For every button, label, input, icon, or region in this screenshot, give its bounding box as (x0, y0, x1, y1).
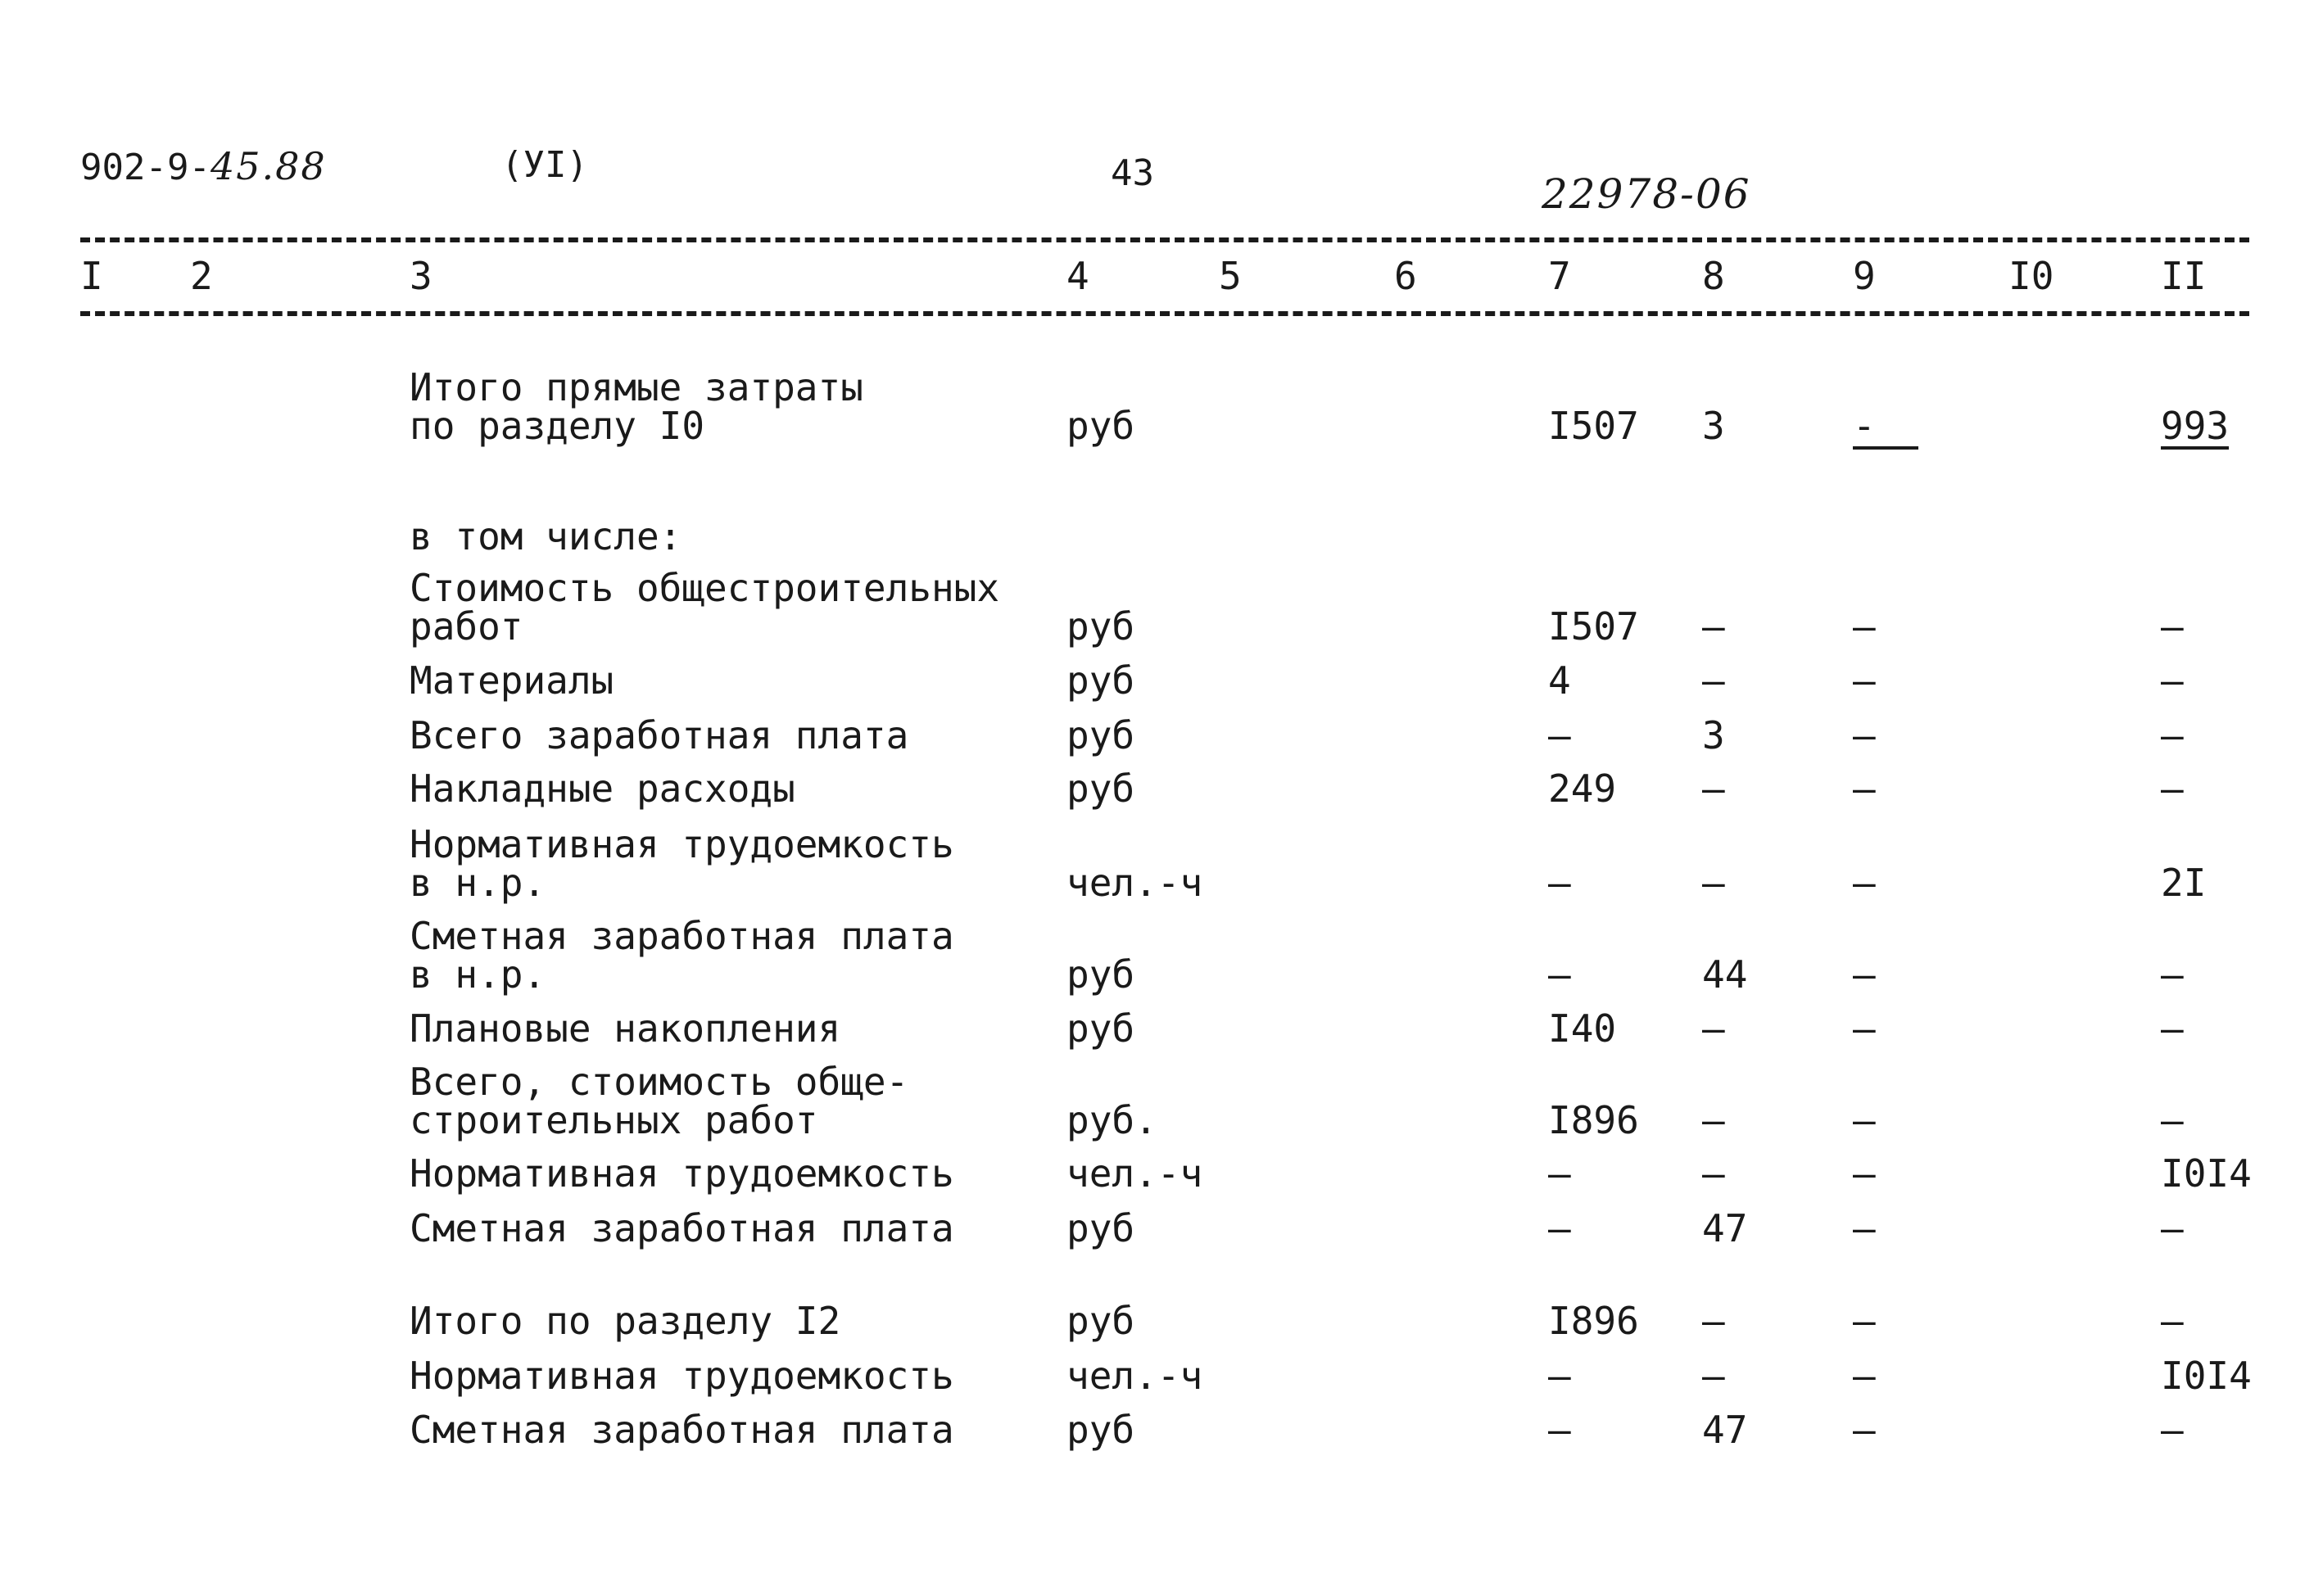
stamp-number: 22978-06 (1542, 170, 1751, 218)
row-col9: – (1853, 1408, 1876, 1452)
row-label: Стоимость общестроительных работ (410, 566, 1000, 649)
row-col7: 249 (1548, 766, 1617, 811)
document-code (80, 144, 327, 188)
column-header-10: I0 (2008, 254, 2054, 298)
row-label: Сметная заработная плата (410, 1408, 954, 1452)
row-unit: чел.-ч (1066, 861, 1203, 905)
row-col9: – (1853, 604, 1876, 649)
column-header-11: II (2161, 254, 2207, 298)
row-col11: – (2161, 1299, 2184, 1343)
row-unit: руб (1066, 766, 1135, 811)
document-code-typed: 902-9- (80, 147, 211, 188)
row-col8: – (1702, 1151, 1725, 1196)
row-col7: I896 (1548, 1299, 1639, 1343)
section-total-unit: руб (1066, 404, 1135, 448)
row-col7: – (1548, 1206, 1571, 1250)
column-header-9: 9 (1853, 254, 1876, 298)
section-total-col9: - (1853, 407, 1918, 450)
row-col7: – (1548, 713, 1571, 757)
row-col8: 47 (1702, 1206, 1748, 1250)
row-col11: 2I (2161, 861, 2207, 905)
row-label: Всего заработная плата (410, 713, 909, 757)
row-col7: – (1548, 1151, 1571, 1196)
row-col9: – (1853, 658, 1876, 703)
row-label: Нормативная трудоемкость (410, 1354, 954, 1398)
row-label: Сметная заработная плата (410, 1206, 954, 1250)
row-col7: I896 (1548, 1098, 1639, 1142)
row-col11: I0I4 (2161, 1151, 2252, 1196)
row-unit: руб (1066, 658, 1135, 703)
column-header-7: 7 (1548, 254, 1571, 298)
section-total-col8: 3 (1702, 404, 1725, 448)
column-header-1: I (80, 254, 103, 298)
column-header-2: 2 (190, 254, 213, 298)
row-unit: руб (1066, 952, 1135, 997)
row-unit: руб (1066, 1006, 1135, 1051)
column-header-3: 3 (410, 254, 432, 298)
section-total-label: Итого прямые затраты по разделу I0 (410, 365, 863, 448)
row-col9: – (1853, 1151, 1876, 1196)
row-col8: – (1702, 658, 1725, 703)
row-col8: – (1702, 766, 1725, 811)
row-col7: I40 (1548, 1006, 1617, 1051)
column-header-6: 6 (1394, 254, 1417, 298)
row-label: Накладные расходы (410, 766, 795, 811)
row-label: Материалы (410, 658, 614, 703)
row-col7: 4 (1548, 658, 1571, 703)
column-header-8: 8 (1702, 254, 1725, 298)
header-bottom-rule (80, 311, 2249, 316)
row-col9: – (1853, 1354, 1876, 1398)
row-label: Всего, стоимость обще- строительных работ (410, 1060, 909, 1142)
row-col11: – (2161, 766, 2184, 811)
row-col8: – (1702, 1299, 1725, 1343)
section-total-col7: I507 (1548, 404, 1639, 448)
row-col11: – (2161, 952, 2184, 997)
row-unit: руб (1066, 604, 1135, 649)
row-label: Сметная заработная плата в н.р. (410, 914, 954, 997)
row-col8: 44 (1702, 952, 1748, 997)
row-col9: – (1853, 1206, 1876, 1250)
row-col8: – (1702, 604, 1725, 649)
row-unit: чел.-ч (1066, 1354, 1203, 1398)
row-col7: – (1548, 1408, 1571, 1452)
row-label: Итого по разделу I2 (410, 1299, 841, 1343)
column-header-4: 4 (1066, 254, 1089, 298)
row-col9: – (1853, 861, 1876, 905)
row-unit: руб (1066, 1206, 1135, 1250)
row-col9: – (1853, 1006, 1876, 1051)
row-col8: – (1702, 1098, 1725, 1142)
row-label: Нормативная трудоемкость (410, 1151, 954, 1196)
row-col8: – (1702, 861, 1725, 905)
header-top-rule (80, 237, 2249, 242)
row-col7: – (1548, 861, 1571, 905)
row-col11: – (2161, 658, 2184, 703)
row-label: Плановые накопления (410, 1006, 841, 1051)
document-code-handwritten: 45.88 (210, 144, 327, 188)
row-col11: – (2161, 1006, 2184, 1051)
row-col11: – (2161, 1408, 2184, 1452)
row-col8: 3 (1702, 713, 1725, 757)
row-col9: – (1853, 952, 1876, 997)
row-col11: – (2161, 713, 2184, 757)
section-marker: (УI) (501, 144, 588, 186)
column-header-5: 5 (1219, 254, 1242, 298)
row-col11: I0I4 (2161, 1354, 2252, 1398)
row-col9: – (1853, 1299, 1876, 1343)
row-col11: – (2161, 1206, 2184, 1250)
row-col7: – (1548, 952, 1571, 997)
page-number: 43 (1111, 152, 1154, 194)
including-label: в том числе: (410, 514, 682, 558)
row-col8: – (1702, 1006, 1725, 1051)
row-unit: руб (1066, 713, 1135, 757)
row-col8: – (1702, 1354, 1725, 1398)
row-label: Нормативная трудоемкость в н.р. (410, 822, 954, 905)
row-col9: – (1853, 713, 1876, 757)
row-col11: – (2161, 604, 2184, 649)
row-col8: 47 (1702, 1408, 1748, 1452)
row-col9: – (1853, 766, 1876, 811)
row-col7: I507 (1548, 604, 1639, 649)
section-total-col11: 993 (2161, 404, 2230, 448)
row-unit: чел.-ч (1066, 1151, 1203, 1196)
row-col7: – (1548, 1354, 1571, 1398)
row-unit: руб (1066, 1408, 1135, 1452)
row-unit: руб (1066, 1299, 1135, 1343)
row-col9: – (1853, 1098, 1876, 1142)
row-unit: руб. (1066, 1098, 1157, 1142)
row-col11: – (2161, 1098, 2184, 1142)
